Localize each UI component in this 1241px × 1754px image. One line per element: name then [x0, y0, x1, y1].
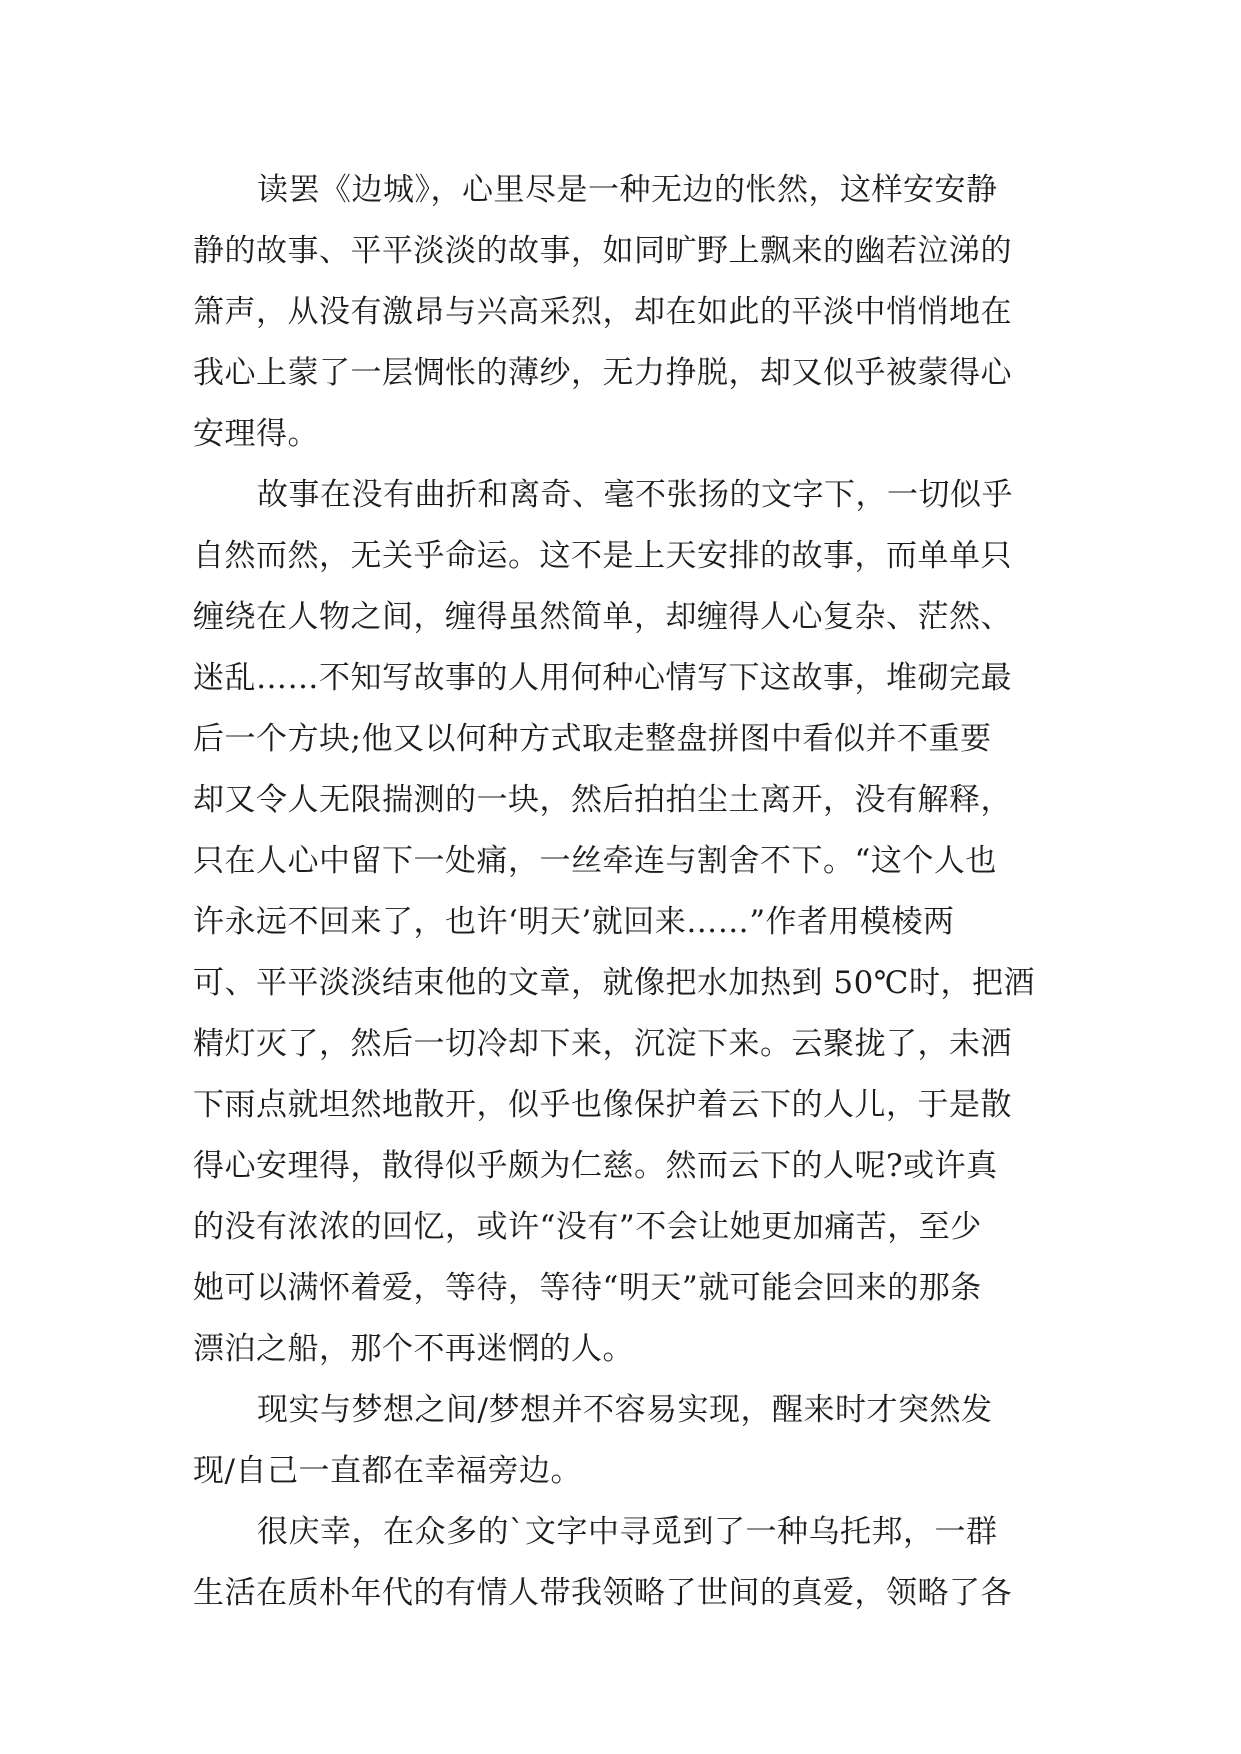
text-line: 读罢《边城》，心里尽是一种无边的怅然，这样安安静 [257, 172, 998, 208]
paragraph-1 [193, 160, 1053, 465]
text-line: 缠绕在人物之间，缠得虽然简单，却缠得人心复杂、茫然、 [193, 599, 1012, 635]
text-line: 生活在质朴年代的有情人带我领略了世间的真爱，领略了各 [193, 1575, 1012, 1611]
text-line: 我心上蒙了一层惆怅的薄纱，无力挣脱，却又似乎被蒙得心 [193, 355, 1012, 391]
text-line: 下雨点就坦然地散开，似乎也像保护着云下的人儿，于是散 [193, 1087, 1012, 1123]
paragraph-3 [193, 1380, 1053, 1502]
text-line: 精灯灭了，然后一切冷却下来，沉淀下来。云聚拢了，未洒 [193, 1026, 1012, 1062]
text-line: 现实与梦想之间/梦想并不容易实现，醒来时才突然发 [257, 1392, 993, 1428]
text-line: 可、平平淡淡结束他的文章，就像把水加热到 50℃时，把酒 [193, 965, 1035, 1001]
text-line: 许永远不回来了，也许‘明天’就回来……”作者用模棱两 [193, 904, 955, 940]
text-line: 故事在没有曲折和离奇、毫不张扬的文字下，一切似乎 [257, 477, 1013, 513]
text-line: 很庆幸，在众多的`文字中寻觅到了一种乌托邦，一群 [257, 1514, 998, 1550]
text-line: 自然而然，无关乎命运。这不是上天安排的故事，而单单只 [193, 538, 1012, 574]
text-line: 她可以满怀着爱，等待，等待“明天”就可能会回来的那条 [193, 1270, 982, 1306]
text-line: 却又令人无限揣测的一块，然后拍拍尘土离开，没有解释， [193, 782, 1012, 818]
text-line: 箫声，从没有激昂与兴高采烈，却在如此的平淡中悄悄地在 [193, 294, 1012, 330]
paragraph-4 [193, 1502, 1053, 1624]
text-line: 静的故事、平平淡淡的故事，如同旷野上飘来的幽若泣涕的 [193, 233, 1012, 269]
text-line: 得心安理得，散得似乎颇为仁慈。然而云下的人呢?或许真 [193, 1148, 998, 1184]
text-line: 的没有浓浓的回忆，或许“没有”不会让她更加痛苦，至少 [193, 1209, 982, 1245]
document-body [193, 160, 1053, 1624]
text-line: 只在人心中留下一处痛，一丝牵连与割舍不下。“这个人也 [193, 843, 997, 879]
text-line: 安理得。 [193, 416, 319, 452]
paragraph-2 [193, 465, 1053, 1380]
text-line: 迷乱……不知写故事的人用何种心情写下这故事，堆砌完最 [193, 660, 1012, 696]
text-line: 漂泊之船，那个不再迷惘的人。 [193, 1331, 634, 1367]
text-line: 后一个方块;他又以何种方式取走整盘拼图中看似并不重要 [193, 721, 992, 757]
text-line: 现/自己一直都在幸福旁边。 [193, 1453, 582, 1489]
